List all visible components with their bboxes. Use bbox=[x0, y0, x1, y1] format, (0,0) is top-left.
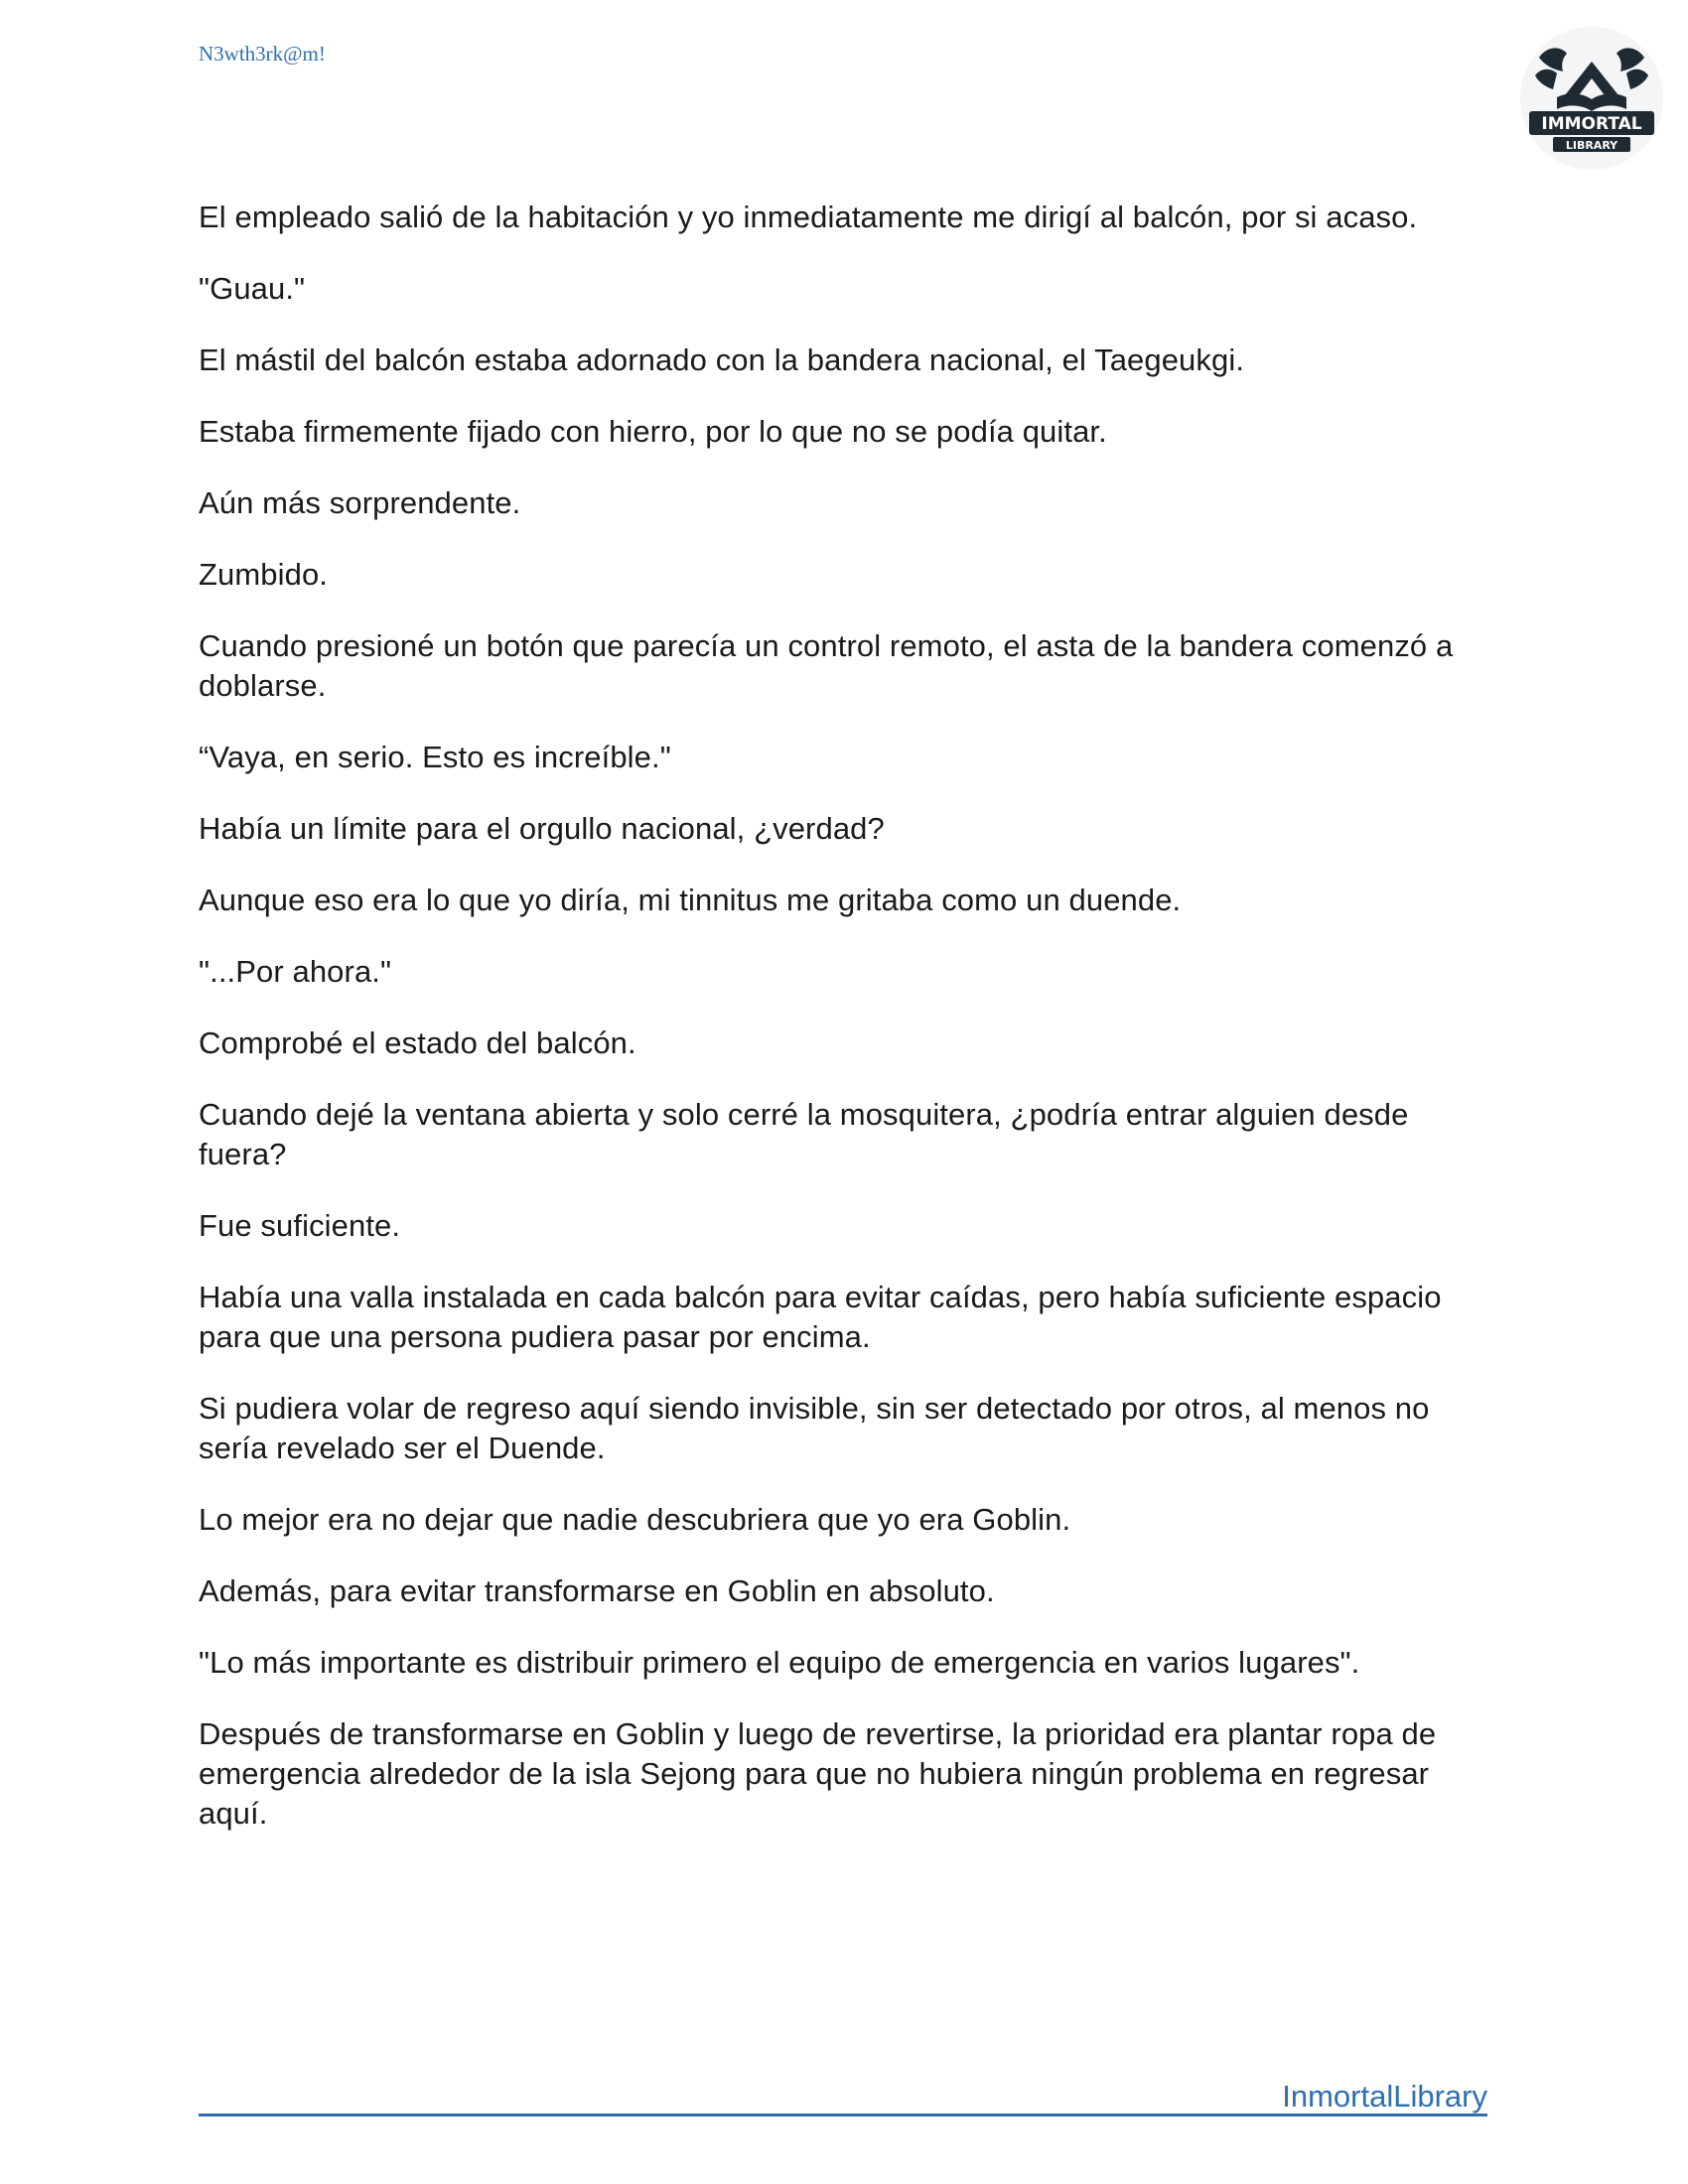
paragraph: Después de transformarse en Goblin y luego de revertirse, la prioridad era plantar ropa de emergencia alrededor de la isla Sejong para que no hubiera ningún problema en regresar aquí. bbox=[199, 1716, 1437, 1831]
dragon-crest-logo-icon bbox=[1517, 24, 1666, 173]
logo-line2: LIBRARY bbox=[1565, 139, 1618, 152]
document-body bbox=[199, 198, 1489, 1865]
paragraph: Había una valla instalada en cada balcón para evitar caídas, pero había suficiente espacio para que una persona pudiera pasar por encima. bbox=[199, 1280, 1442, 1354]
paragraph: Además, para evitar transformarse en Goblin en absoluto. bbox=[199, 1573, 995, 1608]
paragraph: "Guau." bbox=[199, 271, 306, 306]
paragraph: Si pudiera volar de regreso aquí siendo invisible, sin ser detectado por otros, al menos no sería revelado ser el Duende. bbox=[199, 1391, 1430, 1465]
paragraph: Zumbido. bbox=[199, 557, 329, 592]
paragraph: Aunque eso era lo que yo diría, mi tinnitus me gritaba como un duende. bbox=[199, 883, 1182, 917]
paragraph: El mástil del balcón estaba adornado con la bandera nacional, el Taegeukgi. bbox=[199, 342, 1245, 377]
paragraph: Comprobé el estado del balcón. bbox=[199, 1025, 636, 1060]
paragraph: Lo mejor era no dejar que nadie descubriera que yo era Goblin. bbox=[199, 1502, 1071, 1537]
header-tag: N3wth3rk@m! bbox=[199, 42, 326, 66]
paragraph: Aún más sorprendente. bbox=[199, 485, 521, 520]
paragraph: “Vaya, en serio. Esto es increíble." bbox=[199, 740, 671, 774]
paragraph: Cuando dejé la ventana abierta y solo cerré la mosquitera, ¿podría entrar alguien desde fuera? bbox=[199, 1097, 1409, 1171]
paragraph: El empleado salió de la habitación y yo inmediatamente me dirigí al balcón, por si acaso. bbox=[199, 200, 1418, 234]
paragraph: Fue suficiente. bbox=[199, 1208, 401, 1243]
paragraph: "Lo más importante es distribuir primero el equipo de emergencia en varios lugares". bbox=[199, 1645, 1360, 1680]
paragraph: Cuando presioné un botón que parecía un control remoto, el asta de la bandera comenzó a doblarse. bbox=[199, 628, 1454, 703]
paragraph: Estaba firmemente fijado con hierro, por lo que no se podía quitar. bbox=[199, 414, 1107, 449]
footer-link[interactable]: InmortalLibrary bbox=[1282, 2079, 1487, 2114]
immortal-library-logo bbox=[1517, 24, 1666, 173]
paragraph: Había un límite para el orgullo nacional, ¿verdad? bbox=[199, 811, 885, 846]
logo-line1: IMMORTAL bbox=[1541, 114, 1642, 134]
paragraph: "...Por ahora." bbox=[199, 954, 392, 989]
